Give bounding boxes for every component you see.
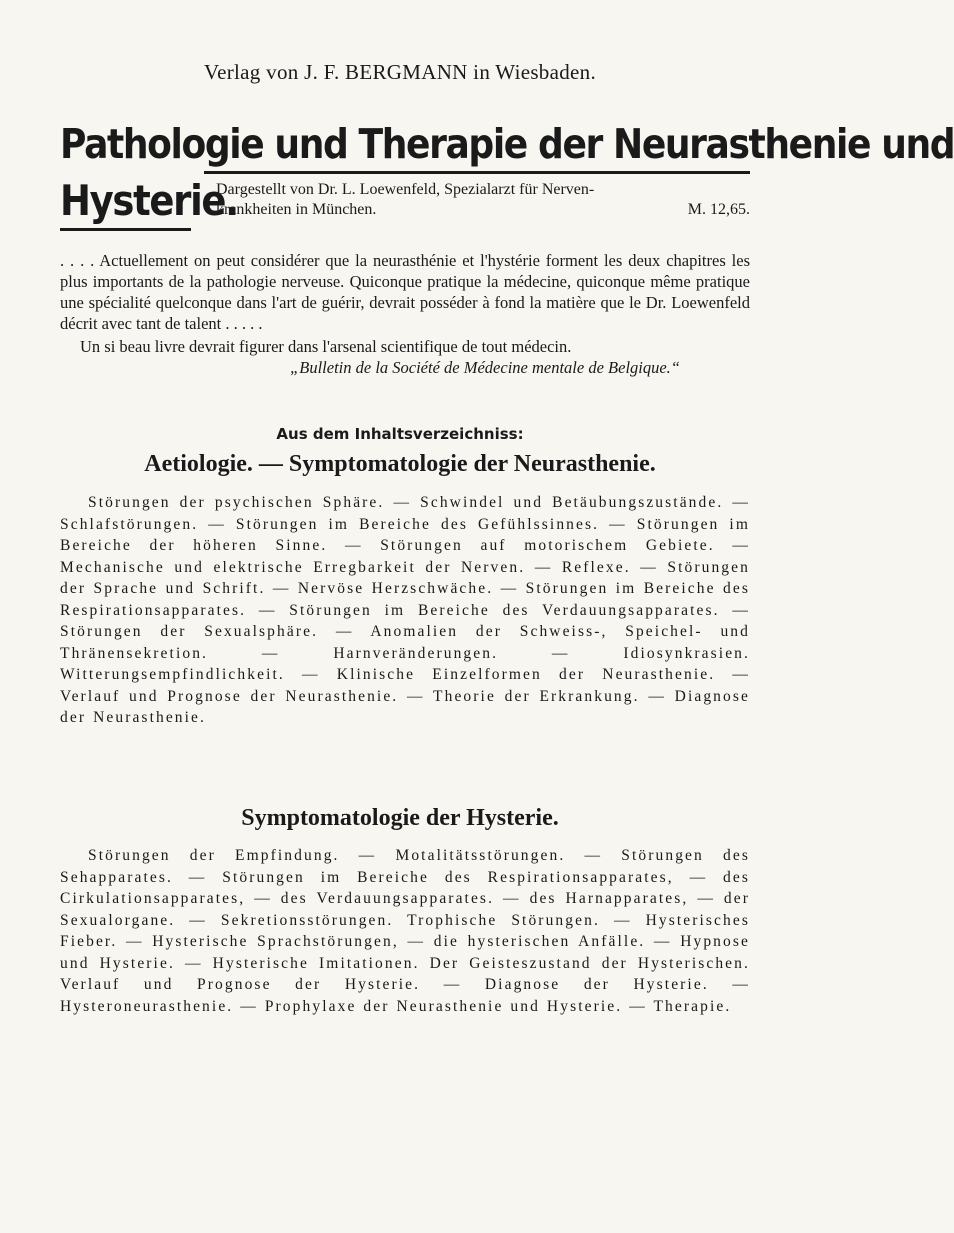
title-word-underline (60, 228, 191, 231)
author-row-1 (216, 180, 750, 200)
publisher-line: Verlag von J. F. BERGMANN in Wiesbaden. (203, 60, 596, 84)
author-line1: Dargestellt von Dr. L. Loewenfeld, Spezialarzt für Nerven- (216, 181, 595, 198)
toc-heading: Aus dem Inhaltsverzeichniss: (276, 425, 524, 443)
author-line2: krankheiten in München. (216, 201, 377, 218)
book-title-line1: Pathologie und Therapie der Neurasthenie und (60, 120, 954, 168)
review-source: „Bulletin de la Société de Médecine mentale de Belgique.“ (290, 358, 680, 377)
title-underline (204, 171, 750, 174)
author-block (216, 180, 750, 220)
section-text-hysterie: Störungen der Empfindung. — Motalitätsstörungen. — Störungen des Sehapparates. — Störungen im Bereiche des Respirationsapparates, — des Cirkulationsapparates, — des Verdauungsapparates. — des Harnapparates, — der Sexualorgane. — Sekretionsstörungen. Trophische Störungen. — Hysterisches Fieber. — Hysterische Sprachstörungen, — die hysterischen Anfälle. — Hypnose und Hysterie. — Hysterische Imitationen. Der Geisteszustand der Hysterischen. Verlauf und Prognose der Hysterie. — Diagnose der Hysterie. — Hysteroneurasthenie. — Prophylaxe der Neurasthenie und Hysterie. — Therapie. (60, 847, 750, 1015)
author-row-2 (216, 200, 750, 220)
review-quote (60, 250, 750, 378)
section-text-neurasthenie: Störungen der psychischen Sphäre. — Schwindel und Betäubungszustände. — Schlafstörungen. — Störungen im Bereiche des Gefühlssinnes. — Störungen im Bereiche der höheren Sinne. — Störungen auf motorischem Gebiete. — Mechanische und elektrische Erregbarkeit der Nerven. — Reflexe. — Störungen der Sprache und Schrift. — Nervöse Herzschwäche. — Störungen im Bereiche des Respirationsapparates. — Störungen im Bereiche des Verdauungsapparates. — Störungen der Sexualsphäre. — Anomalien der Schweiss-, Speichel- und Thränensekretion. — Harnveränderungen. — Idiosynkrasien. Witterungsempfindlichkeit. — Klinische Einzelformen der Neurasthenie. — Verlauf und Prognose der Neurasthenie. — Theorie der Erkrankung. — Diagnose der Neurasthenie. (60, 494, 750, 726)
section-heading-neurasthenie: Aetiologie. — Symptomatologie der Neurasthenie. (144, 451, 656, 477)
review-paragraph-1: . . . . Actuellement on peut considérer que la neurasthénie et l'hystérie forment les deux chapitres les plus importants de la pathologie nerveuse. Quiconque pratique la médecine, quiconque même pratique une spécialité quelconque dans l'art de guérir, devrait posséder à fond la matière que le Dr. Loewenfeld décrit avec tant de talent . . . . . (60, 251, 750, 333)
price: M. 12,65. (687, 201, 750, 218)
review-paragraph-2: Un si beau livre devrait figurer dans l'arsenal scientifique de tout médecin. (80, 337, 572, 356)
book-title-line2: Hysterie. (60, 176, 238, 225)
section-heading-hysterie: Symptomatologie der Hysterie. (241, 805, 559, 831)
